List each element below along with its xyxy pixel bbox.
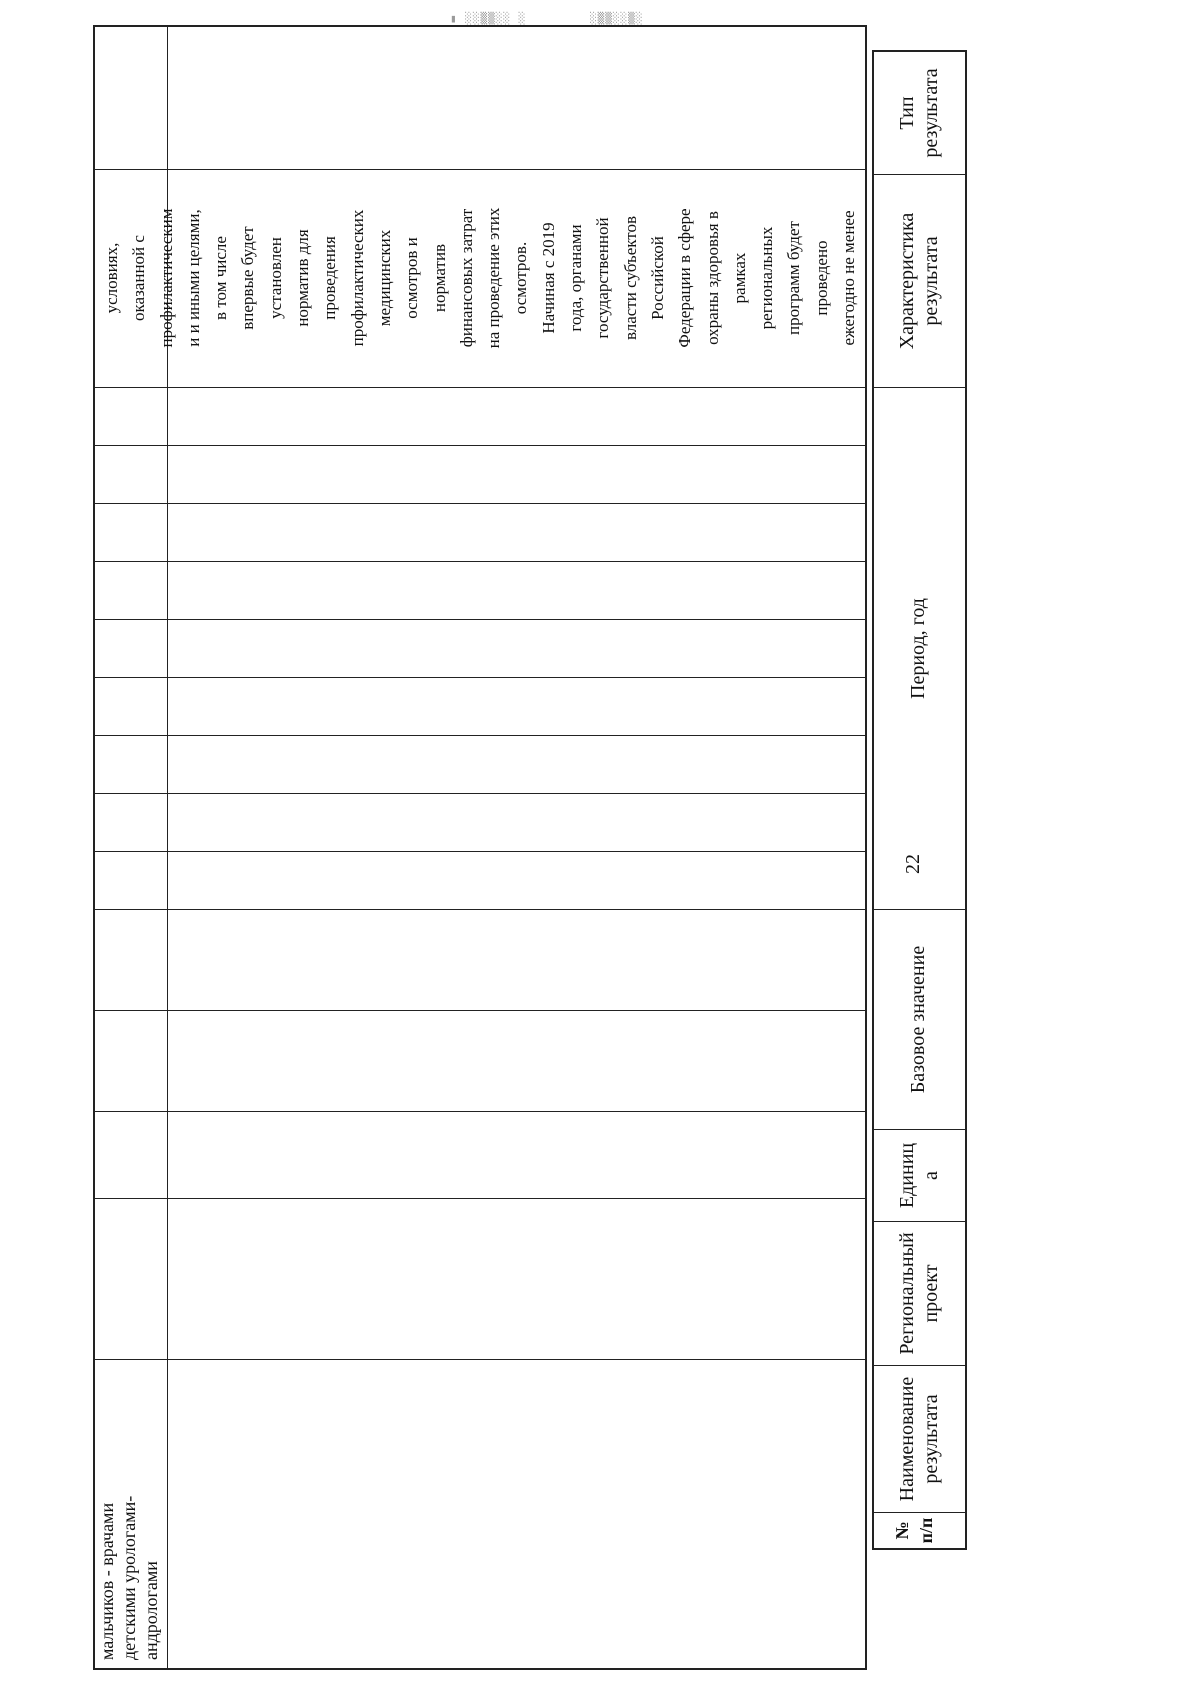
body-divider-6: [93, 851, 867, 852]
body-divider-4: [93, 1010, 867, 1011]
body-divider-13: [93, 445, 867, 446]
body-divider-10: [93, 619, 867, 620]
header-name: Наименование результата: [896, 1376, 942, 1502]
body-divider-14: [93, 387, 867, 388]
body-divider-7: [93, 793, 867, 794]
header-type: Тип результата: [896, 68, 942, 158]
header-table-border-left: [872, 50, 874, 1550]
header-characteristic: Характеристика результата: [896, 212, 942, 350]
scan-mark-left: ▮ ░░▒▒░░ ░: [450, 12, 527, 25]
body-table-edge-top: [93, 25, 867, 27]
body-divider-3: [93, 1111, 867, 1112]
result-name-cell: мальчиков - врачами детскими урологами- андрологами: [97, 1495, 161, 1660]
header-num: № п/п: [892, 1517, 936, 1544]
header-base: Базовое значение: [907, 945, 929, 1094]
body-divider-9: [93, 677, 867, 678]
result-characteristic-text: условиях, оказанной с профилактическим и и иными целями, в том числе впервые будет установлен норматив для проведения профилактических медицинских осмотров и норматив финансовых затрат на проведение этих осмотров. Начиная с 2019 года, органами государственной власти субъектов Российской Федерации в сфере охраны здоровья в рамках региональных программ будет проведено ежегодно не менее: [102, 207, 858, 349]
body-table-edge-bottom: [93, 1668, 867, 1670]
body-divider-15: [93, 169, 867, 170]
body-divider-8: [93, 735, 867, 736]
header-table-edge-bottom: [872, 1548, 967, 1550]
header-unit: Единиц а: [896, 1142, 942, 1209]
body-divider-1: [93, 1359, 867, 1360]
scan-mark-right: ░▒▒░░▒░: [590, 12, 644, 25]
header-table-border-right: [965, 50, 967, 1550]
body-table-border-left: [93, 25, 95, 1670]
page-number: 22: [902, 854, 924, 874]
body-table-border-right: [865, 25, 867, 1670]
body-divider-11: [93, 561, 867, 562]
header-period: Период, год: [907, 598, 929, 699]
body-divider-5: [93, 909, 867, 910]
header-project: Региональный проект: [896, 1232, 942, 1355]
body-divider-12: [93, 503, 867, 504]
body-divider-2: [93, 1198, 867, 1199]
